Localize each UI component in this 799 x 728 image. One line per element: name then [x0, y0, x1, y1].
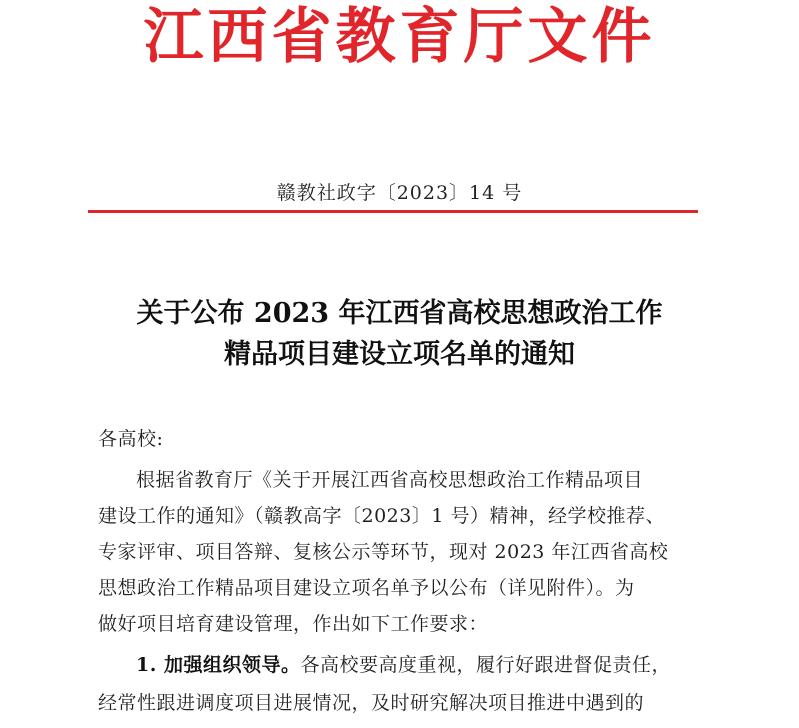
body-line-3: 专家评审、项目答辩、复核公示等环节，现对 2023 年江西省高校: [98, 541, 669, 563]
requirement-1-continuation: 经常性跟进调度项目进展情况，及时研究解决项目推进中遇到的: [98, 692, 645, 714]
requirement-1: [136, 652, 671, 678]
requirement-1-heading: 1. 加强组织领导。: [136, 654, 301, 676]
body-line-4: 思想政治工作精品项目建设立项名单予以公布（详见附件）。为: [98, 577, 635, 599]
red-separator-line: [88, 210, 698, 213]
title-line-1: 关于公布 2023 年江西省高校思想政治工作: [136, 298, 663, 329]
body-line-1: 根据省教育厅《关于开展江西省高校思想政治工作精品项目: [136, 469, 644, 491]
body-line-5: 做好项目培育建设管理，作出如下工作要求：: [98, 613, 489, 635]
document-number: 赣教社政字〔2023〕14 号: [276, 182, 523, 204]
salutation: 各高校:: [98, 428, 164, 450]
masthead: 江西省教育厅文件: [143, 2, 656, 72]
requirement-1-text: 各高校要高度重视，履行好跟进督促责任，: [300, 654, 671, 676]
title-line-2: 精品项目建设立项名单的通知: [224, 339, 575, 370]
body-line-2: 建设工作的通知》（赣教高字〔2023〕1 号）精神，经学校推荐、: [98, 505, 665, 527]
